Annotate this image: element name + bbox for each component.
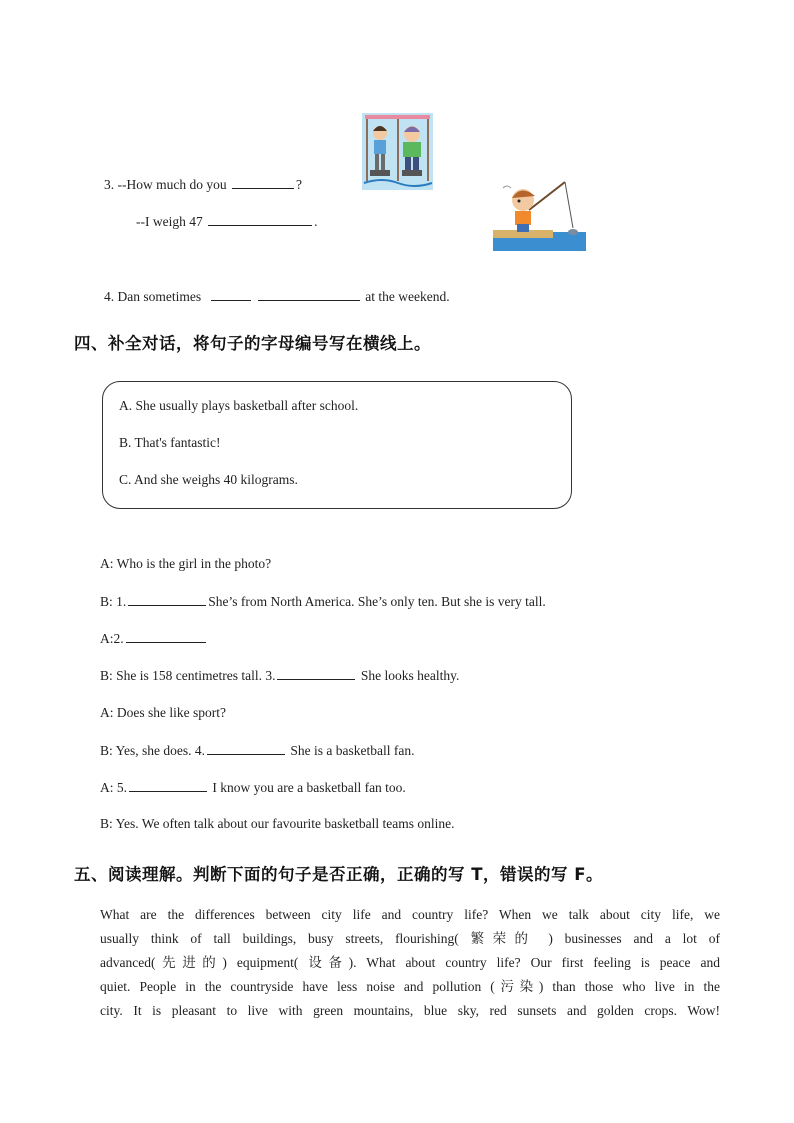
dialogue-line-1: A: Who is the girl in the photo? [100,556,272,571]
question-4-line [104,287,450,306]
answer-blank[interactable] [232,175,294,189]
dialogue-speaker-a: A:2. [100,631,124,646]
passage-line: What are the differences between city life and country life? When we talk about city life, we [100,907,720,922]
question-3-line-1 [104,175,302,194]
answer-blank-5[interactable] [129,778,207,792]
dialogue-text: She’s from North America. She’s only ten. But she is very tall. [208,594,546,609]
dialogue-text: B: She is 158 centimetres tall. 3. [100,668,276,683]
dialogue-line-4 [100,666,459,685]
dialogue-text: I know you are a basketball fan too. [212,780,406,795]
dialogue-text: She looks healthy. [360,668,460,683]
dialogue-line-3 [100,629,208,648]
answer-blank[interactable] [208,212,312,226]
options-box [102,381,572,509]
answer-blank-4[interactable] [207,741,285,755]
question-4-suffix: at the weekend. [365,289,450,304]
question-3-answer-prompt: --I weigh 47 [136,214,203,229]
dialogue-line-2 [100,592,546,611]
question-4-prompt: 4. Dan sometimes [104,289,202,304]
option-a: A. She usually plays basketball after school. [119,398,359,413]
question-3-line-2 [136,212,317,231]
fishing-boy-illustration [493,180,586,251]
passage-line: quiet. People in the countryside have less noise and pollution (污染) than those who live in the [100,979,720,994]
answer-blank[interactable] [258,287,360,301]
dialogue-line-8: B: Yes. We often talk about our favourite basketball teams online. [100,816,455,831]
dialogue-line-6 [100,741,414,760]
section-4-heading: 四、补全对话，将句子的字母编号写在横线上。 [74,334,431,353]
scale-kids-illustration [362,113,433,190]
dialogue-text: B: Yes, she does. 4. [100,743,206,758]
option-c: C. And she weighs 40 kilograms. [119,472,298,487]
question-3-prompt: 3. --How much do you [104,177,227,192]
answer-blank[interactable] [211,287,251,301]
section-5-heading: 五、阅读理解。判断下面的句子是否正确，正确的写 T，错误的写 F。 [74,865,604,884]
question-3-answer-punct: . [314,214,318,229]
dialogue-line-5: A: Does she like sport? [100,705,226,720]
question-3-punct: ? [295,177,302,192]
answer-blank-3[interactable] [277,666,355,680]
passage-line: advanced(先进的) equipment( 设备). What about country life? Our first feeling is peace and [100,955,720,970]
dialogue-line-7 [100,778,406,797]
dialogue-speaker-a: A: 5. [100,780,127,795]
passage-line: usually think of tall buildings, busy streets, flourishing( 繁荣的 ) businesses and a lot of [100,931,720,946]
answer-blank-2[interactable] [126,629,206,643]
dialogue-text: She is a basketball fan. [290,743,415,758]
answer-blank-1[interactable] [128,592,206,606]
reading-passage [100,903,720,1023]
dialogue-speaker-b: B: 1. [100,594,127,609]
option-b: B. That's fantastic! [119,435,221,450]
passage-line: city. It is pleasant to live with green mountains, blue sky, red sunsets and golden crops. Wow! [100,1003,720,1018]
